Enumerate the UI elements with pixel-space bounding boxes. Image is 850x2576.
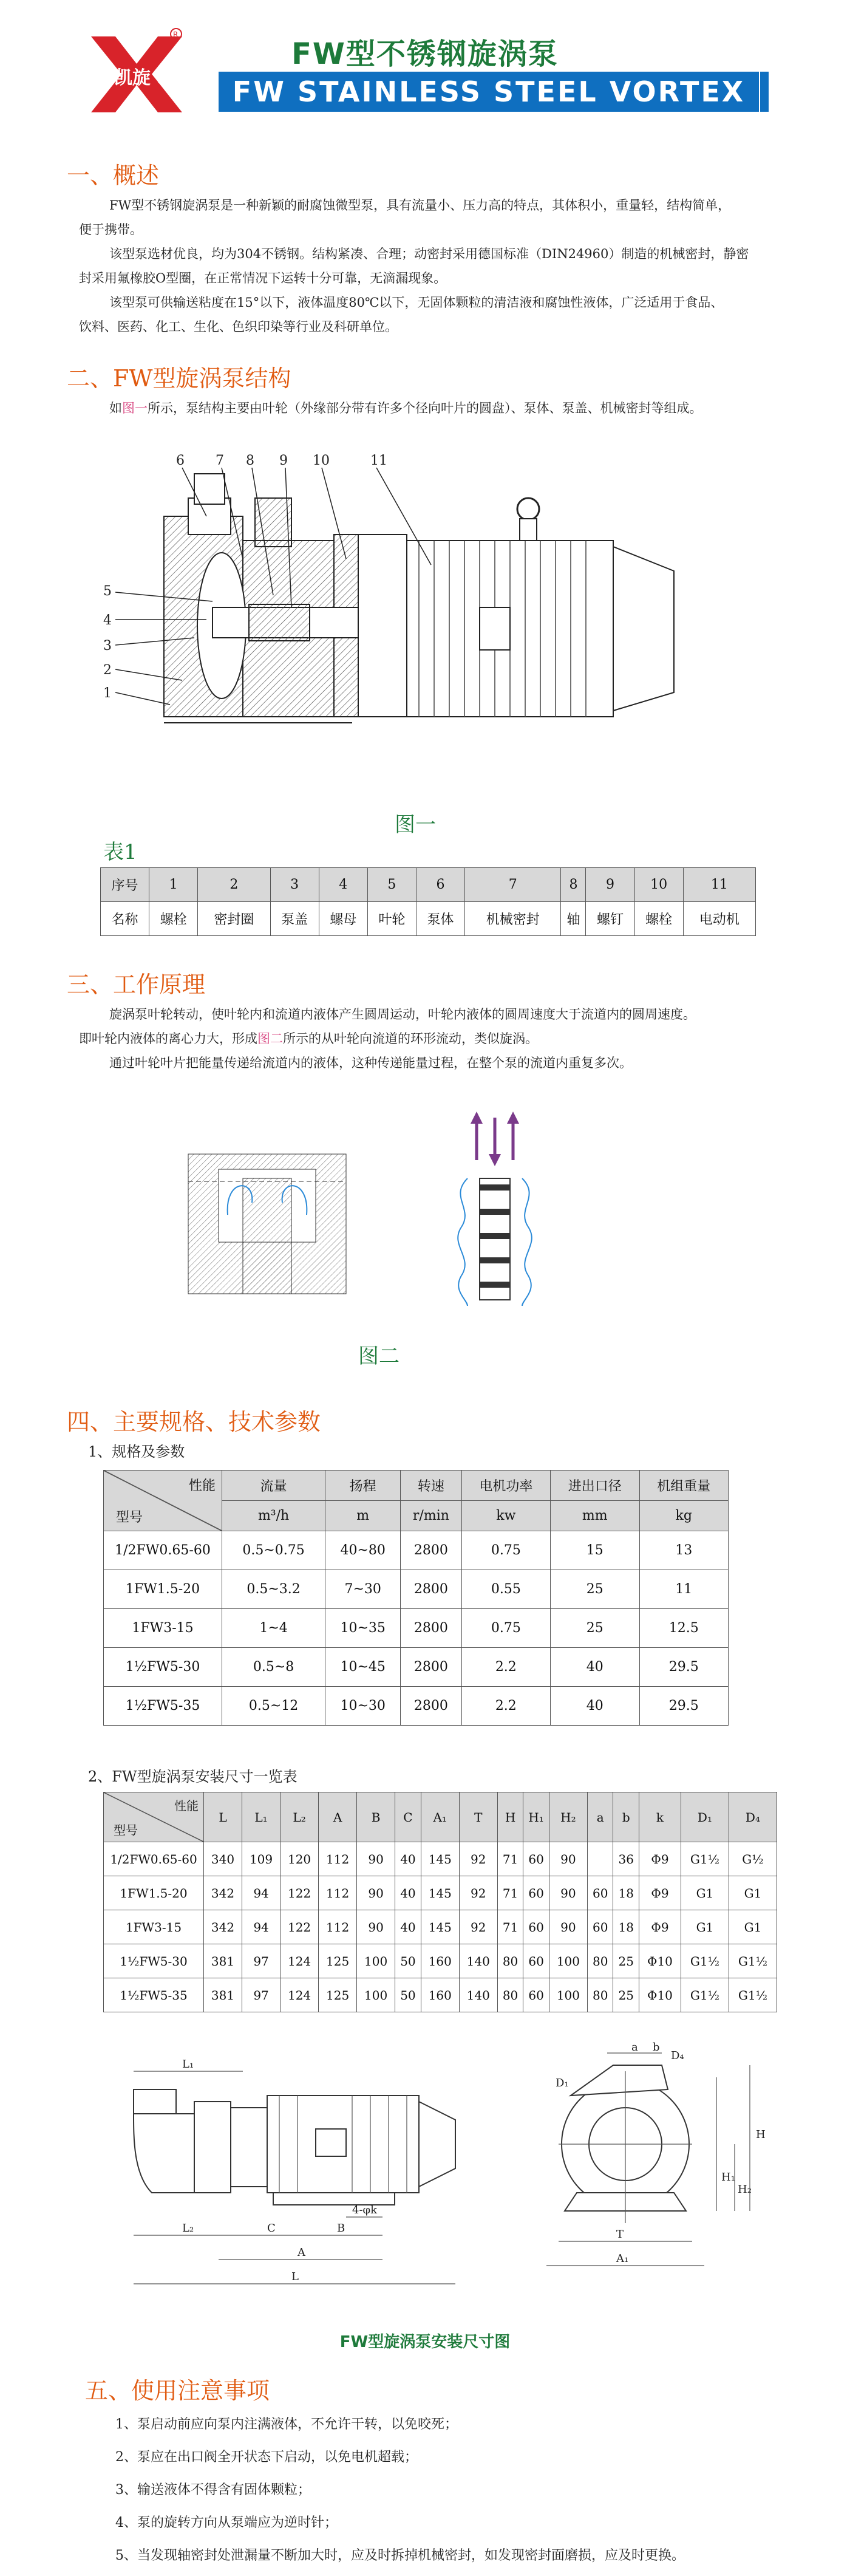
table-cell: 109 bbox=[242, 1842, 280, 1876]
table-cell: 90 bbox=[357, 1842, 395, 1876]
table-cell: 71 bbox=[497, 1910, 523, 1944]
table-cell: 160 bbox=[421, 1944, 459, 1978]
column-header: A₁ bbox=[421, 1792, 459, 1842]
table-cell: 10~30 bbox=[325, 1687, 401, 1726]
callout-4: 4 bbox=[103, 613, 112, 628]
parts-table-number-row bbox=[101, 868, 756, 902]
table-cell: 80 bbox=[587, 1978, 613, 2012]
table-cell: 0.5~3.2 bbox=[222, 1570, 325, 1609]
svg-text:S: S bbox=[157, 65, 172, 89]
table-cell: 92 bbox=[459, 1876, 497, 1910]
dimensions-table bbox=[103, 1792, 777, 2012]
structure-para bbox=[109, 396, 702, 420]
dimensions-table-body bbox=[104, 1842, 777, 2012]
table-cell: 叶轮 bbox=[367, 902, 416, 936]
table-cell: 92 bbox=[459, 1842, 497, 1876]
table-cell: 电动机 bbox=[683, 902, 755, 936]
table-cell: 11 bbox=[683, 868, 755, 902]
table-cell: 25 bbox=[613, 1978, 639, 2012]
corner-bottom-label: 型号 bbox=[114, 1823, 138, 1837]
table-cell: 1~4 bbox=[222, 1609, 325, 1648]
table-cell: 40 bbox=[395, 1842, 421, 1876]
table-cell: Φ9 bbox=[639, 1910, 681, 1944]
column-header: 扬程 bbox=[325, 1471, 401, 1501]
table-cell: 80 bbox=[587, 1944, 613, 1978]
corner-top-label: 性能 bbox=[188, 1478, 216, 1494]
table-cell: G1½ bbox=[681, 1842, 729, 1876]
callout-2: 2 bbox=[103, 663, 112, 678]
table-cell: 125 bbox=[319, 1978, 357, 2012]
table-cell: 13 bbox=[639, 1531, 729, 1570]
unit-cell: mm bbox=[551, 1501, 639, 1531]
table-cell: 90 bbox=[357, 1910, 395, 1944]
unit-cell: m bbox=[325, 1501, 401, 1531]
table-cell: G½ bbox=[729, 1842, 777, 1876]
note-item: 1、泵启动前应向泵内注满液体，不允许干转，以免咬死； bbox=[115, 2417, 458, 2432]
table-cell: 112 bbox=[319, 1910, 357, 1944]
table-cell: 29.5 bbox=[639, 1687, 729, 1726]
parts-table-name-row bbox=[101, 902, 756, 936]
table-cell: 145 bbox=[421, 1842, 459, 1876]
table-cell: 29.5 bbox=[639, 1648, 729, 1687]
dim-b-small: b bbox=[653, 2041, 660, 2054]
table-cell: 25 bbox=[551, 1570, 639, 1609]
figure-2-link: 图二 bbox=[257, 1031, 283, 1046]
section-structure-title: 二、FW型旋涡泵结构 bbox=[67, 365, 291, 392]
table-cell: 60 bbox=[523, 1944, 549, 1978]
overview-line-3b: 饮料、医药、化工、生化、色织印染等行业及科研单位。 bbox=[79, 319, 398, 334]
table-cell: 10~45 bbox=[325, 1648, 401, 1687]
table-cell: 2800 bbox=[401, 1609, 461, 1648]
dim-d1: D₁ bbox=[556, 2077, 569, 2089]
model-cell: 1FW1.5-20 bbox=[104, 1876, 204, 1910]
column-header: L₁ bbox=[242, 1792, 280, 1842]
column-header: 流量 bbox=[222, 1471, 325, 1501]
table-cell: Φ10 bbox=[639, 1944, 681, 1978]
table-cell: 2 bbox=[198, 868, 270, 902]
section-notes-title: 五、使用注意事项 bbox=[85, 2377, 270, 2404]
table-cell: 密封圈 bbox=[198, 902, 270, 936]
page-title-en: FW STAINLESS STEEL VORTEX PUMP bbox=[219, 72, 759, 112]
table-cell: G1½ bbox=[681, 1944, 729, 1978]
column-header: 进出口径 bbox=[551, 1471, 639, 1501]
column-header: A bbox=[319, 1792, 357, 1842]
specs-subtitle-2: 2、FW型旋涡泵安装尺寸一览表 bbox=[88, 1768, 298, 1785]
table-cell: 40 bbox=[551, 1687, 639, 1726]
table-cell: 3 bbox=[270, 868, 319, 902]
table-cell: 36 bbox=[613, 1842, 639, 1876]
table-cell: 100 bbox=[357, 1978, 395, 2012]
model-cell: 1½FW5-30 bbox=[104, 1648, 222, 1687]
dim-l2: L₂ bbox=[182, 2222, 194, 2235]
table-cell: 125 bbox=[319, 1944, 357, 1978]
table-cell: 10~35 bbox=[325, 1609, 401, 1648]
table-cell: 0.55 bbox=[461, 1570, 550, 1609]
table-cell: 122 bbox=[280, 1876, 319, 1910]
column-header: C bbox=[395, 1792, 421, 1842]
model-cell: 1½FW5-30 bbox=[104, 1944, 204, 1978]
callout-7: 7 bbox=[216, 453, 224, 468]
model-cell: 1FW3-15 bbox=[104, 1609, 222, 1648]
table-cell: Φ10 bbox=[639, 1978, 681, 2012]
table-cell: 100 bbox=[549, 1978, 587, 2012]
table-cell: 60 bbox=[523, 1978, 549, 2012]
table-row bbox=[104, 1876, 777, 1910]
unit-cell: r/min bbox=[401, 1501, 461, 1531]
table-cell: 2800 bbox=[401, 1687, 461, 1726]
table-cell: 2800 bbox=[401, 1531, 461, 1570]
callout-5: 5 bbox=[103, 584, 112, 599]
table-cell: 381 bbox=[204, 1978, 242, 2012]
principle-text-post: 所示的从叶轮向流道的环形流动，类似旋涡。 bbox=[283, 1031, 538, 1046]
table-cell: 0.75 bbox=[461, 1531, 550, 1570]
column-header: B bbox=[357, 1792, 395, 1842]
parts-row-head: 名称 bbox=[101, 902, 149, 936]
overview-line-3: 该型泵可供输送粘度在15°以下，液体温度80℃以下，无固体颗粒的清洁液和腐蚀性液体，广泛适用于食品、 bbox=[109, 295, 724, 310]
svg-text:R: R bbox=[173, 30, 178, 39]
table-cell: 71 bbox=[497, 1876, 523, 1910]
table-cell: 25 bbox=[613, 1944, 639, 1978]
parts-row-head: 序号 bbox=[101, 868, 149, 902]
dim-h2: H₂ bbox=[738, 2183, 752, 2196]
corner-bottom-label: 型号 bbox=[116, 1510, 143, 1525]
note-item: 2、泵应在出口阀全开状态下启动，以免电机超载； bbox=[115, 2450, 418, 2465]
performance-table-body bbox=[104, 1531, 729, 1726]
principle-line-3: 通过叶轮叶片把能量传递给流道内的液体，这种传递能量过程，在整个泵的流道内重复多次。 bbox=[109, 1056, 632, 1070]
table-cell: 60 bbox=[523, 1842, 549, 1876]
table-cell: 50 bbox=[395, 1944, 421, 1978]
page-title-cn: FW型不锈钢旋涡泵 bbox=[291, 37, 559, 71]
column-header: D₁ bbox=[681, 1792, 729, 1842]
model-cell: 1FW1.5-20 bbox=[104, 1570, 222, 1609]
table-cell: 轴 bbox=[561, 902, 586, 936]
table-cell: 7 bbox=[465, 868, 561, 902]
figure-1-drawing bbox=[91, 449, 771, 802]
dim-k: 4-φk bbox=[352, 2204, 378, 2216]
note-item: 4、泵的旋转方向从泵端应为逆时针； bbox=[115, 2515, 338, 2530]
dim-c: C bbox=[267, 2222, 276, 2235]
table-cell: 97 bbox=[242, 1944, 280, 1978]
table-cell: 12.5 bbox=[639, 1609, 729, 1648]
table-cell: 140 bbox=[459, 1978, 497, 2012]
table-cell: 泵盖 bbox=[270, 902, 319, 936]
table-cell: 5 bbox=[367, 868, 416, 902]
table-cell: 0.75 bbox=[461, 1609, 550, 1648]
column-header: D₄ bbox=[729, 1792, 777, 1842]
figure-1-link: 图一 bbox=[122, 401, 148, 415]
table-row bbox=[104, 1570, 729, 1609]
column-header: a bbox=[587, 1792, 613, 1842]
table-cell: 2.2 bbox=[461, 1687, 550, 1726]
table-cell: 92 bbox=[459, 1910, 497, 1944]
callout-1: 1 bbox=[103, 686, 112, 701]
dim-a1: A₁ bbox=[616, 2252, 629, 2265]
table-cell: 40 bbox=[395, 1910, 421, 1944]
dim-l1: L₁ bbox=[182, 2058, 194, 2071]
column-header: 电机功率 bbox=[461, 1471, 550, 1501]
table-cell: 0.5~8 bbox=[222, 1648, 325, 1687]
table-cell: G1½ bbox=[681, 1978, 729, 2012]
dim-h: H bbox=[756, 2128, 765, 2141]
model-cell: 1½FW5-35 bbox=[104, 1978, 204, 2012]
table-cell: 80 bbox=[497, 1944, 523, 1978]
table-1-label: 表1 bbox=[103, 840, 137, 864]
table-cell: Φ9 bbox=[639, 1842, 681, 1876]
figure-2-drawing bbox=[182, 1112, 607, 1324]
install-dimension-drawing bbox=[97, 2041, 765, 2314]
overview-line-2: 该型泵选材优良，均为304不锈钢。结构紧凑、合理；动密封采用德国标准（DIN24960）制造的机械密封，静密 bbox=[109, 247, 749, 261]
column-header: H₁ bbox=[523, 1792, 549, 1842]
unit-cell: kg bbox=[639, 1501, 729, 1531]
table-cell: 螺母 bbox=[319, 902, 367, 936]
column-header: T bbox=[459, 1792, 497, 1842]
column-header: 机组重量 bbox=[639, 1471, 729, 1501]
table-cell: 8 bbox=[561, 868, 586, 902]
model-cell: 1/2FW0.65-60 bbox=[104, 1531, 222, 1570]
table-cell: 120 bbox=[280, 1842, 319, 1876]
table-cell: 94 bbox=[242, 1910, 280, 1944]
table-cell: 1 bbox=[149, 868, 198, 902]
table-cell: 71 bbox=[497, 1842, 523, 1876]
column-header: H₂ bbox=[549, 1792, 587, 1842]
table-cell: 10 bbox=[634, 868, 683, 902]
table-row bbox=[104, 1910, 777, 1944]
table-cell: 2.2 bbox=[461, 1648, 550, 1687]
table-row bbox=[104, 1609, 729, 1648]
table-cell: 381 bbox=[204, 1944, 242, 1978]
table-cell: 40 bbox=[395, 1876, 421, 1910]
table-row bbox=[104, 1648, 729, 1687]
table-cell: G1 bbox=[681, 1876, 729, 1910]
dim-b: B bbox=[337, 2222, 345, 2235]
dim-t: T bbox=[616, 2228, 624, 2241]
table-cell bbox=[587, 1842, 613, 1876]
table-cell: 160 bbox=[421, 1978, 459, 2012]
table-corner bbox=[104, 1471, 222, 1531]
install-drawing-caption: FW型旋涡泵安装尺寸图 bbox=[339, 2333, 511, 2351]
callout-10: 10 bbox=[313, 453, 330, 468]
figure-1-caption: 图一 bbox=[395, 813, 436, 837]
table-cell: G1 bbox=[681, 1910, 729, 1944]
table-cell: 40 bbox=[551, 1648, 639, 1687]
table-cell: 0.5~0.75 bbox=[222, 1531, 325, 1570]
table-row bbox=[104, 1978, 777, 2012]
table-cell: 145 bbox=[421, 1876, 459, 1910]
dim-l: L bbox=[291, 2270, 299, 2283]
model-cell: 1/2FW0.65-60 bbox=[104, 1842, 204, 1876]
section-principle-title: 三、工作原理 bbox=[67, 971, 206, 998]
note-item: 5、当发现轴密封处泄漏量不断加大时，应及时拆掉机械密封，如发现密封面磨损，应及时更换。 bbox=[115, 2548, 685, 2563]
table-cell: 泵体 bbox=[416, 902, 464, 936]
table-cell: G1 bbox=[729, 1910, 777, 1944]
table-cell: 112 bbox=[319, 1842, 357, 1876]
table-row bbox=[104, 1687, 729, 1726]
section-specs-title: 四、主要规格、技术参数 bbox=[67, 1409, 321, 1435]
callout-6: 6 bbox=[176, 453, 185, 468]
table-cell: G1½ bbox=[729, 1978, 777, 2012]
table-cell: 90 bbox=[357, 1876, 395, 1910]
performance-table bbox=[103, 1470, 729, 1726]
table-cell: 15 bbox=[551, 1531, 639, 1570]
structure-text-post: 所示，泵结构主要由叶轮（外缘部分带有许多个径向叶片的圆盘）、泵体、泵盖、机械密封等组成。 bbox=[148, 401, 702, 415]
table-cell: 340 bbox=[204, 1842, 242, 1876]
column-header: k bbox=[639, 1792, 681, 1842]
table-cell: 机械密封 bbox=[465, 902, 561, 936]
callout-9: 9 bbox=[279, 453, 288, 468]
callout-11: 11 bbox=[370, 453, 387, 468]
table-cell: 124 bbox=[280, 1944, 319, 1978]
table-cell: 90 bbox=[549, 1910, 587, 1944]
overview-line-1: FW型不锈钢旋涡泵是一种新颖的耐腐蚀微型泵，具有流量小、压力高的特点，其体积小，重量轻，结构简单， bbox=[109, 198, 731, 213]
table-cell: 40~80 bbox=[325, 1531, 401, 1570]
figure-2-caption: 图二 bbox=[358, 1344, 399, 1368]
dim-a-small: a bbox=[631, 2041, 638, 2054]
table-row bbox=[104, 1944, 777, 1978]
table-cell: 螺栓 bbox=[149, 902, 198, 936]
overview-line-2b: 封采用氟橡胶O型圈，在正常情况下运转十分可靠，无滴漏现象。 bbox=[79, 271, 447, 285]
table-cell: G1 bbox=[729, 1876, 777, 1910]
callout-8: 8 bbox=[246, 453, 254, 468]
table-cell: 11 bbox=[639, 1570, 729, 1609]
table-cell: 60 bbox=[587, 1910, 613, 1944]
model-cell: 1FW3-15 bbox=[104, 1910, 204, 1944]
unit-cell: kw bbox=[461, 1501, 550, 1531]
table-cell: 80 bbox=[497, 1978, 523, 2012]
unit-cell: m³/h bbox=[222, 1501, 325, 1531]
table-cell: 0.5~12 bbox=[222, 1687, 325, 1726]
table-cell: 25 bbox=[551, 1609, 639, 1648]
table-cell: 100 bbox=[549, 1944, 587, 1978]
parts-table bbox=[100, 867, 756, 936]
table-cell: 18 bbox=[613, 1910, 639, 1944]
table-cell: 100 bbox=[357, 1944, 395, 1978]
principle-line-2 bbox=[79, 1027, 538, 1051]
table-cell: 9 bbox=[586, 868, 634, 902]
svg-text:凯旋: 凯旋 bbox=[114, 67, 151, 89]
table-cell: 112 bbox=[319, 1876, 357, 1910]
dim-a: A bbox=[298, 2246, 305, 2259]
table-cell: 60 bbox=[523, 1876, 549, 1910]
column-header: b bbox=[613, 1792, 639, 1842]
overview-para-1 bbox=[109, 193, 807, 217]
table-cell: 2800 bbox=[401, 1648, 461, 1687]
table-cell: 145 bbox=[421, 1910, 459, 1944]
table-cell: 7~30 bbox=[325, 1570, 401, 1609]
pump-section-svg bbox=[91, 449, 771, 802]
principle-text-pre: 即叶轮内液体的离心力大，形成 bbox=[79, 1031, 257, 1046]
dim-d4: D₄ bbox=[671, 2049, 684, 2062]
column-header: L₂ bbox=[280, 1792, 319, 1842]
table-cell: 124 bbox=[280, 1978, 319, 2012]
table-cell: 50 bbox=[395, 1978, 421, 2012]
column-header: H bbox=[497, 1792, 523, 1842]
table-cell: 2800 bbox=[401, 1570, 461, 1609]
table-cell: 122 bbox=[280, 1910, 319, 1944]
table-cell: 6 bbox=[416, 868, 464, 902]
corner-top-label: 性能 bbox=[174, 1799, 199, 1813]
table-row bbox=[104, 1531, 729, 1570]
table-cell: 60 bbox=[587, 1876, 613, 1910]
table-cell: Φ9 bbox=[639, 1876, 681, 1910]
table-cell: 94 bbox=[242, 1876, 280, 1910]
section-overview-title: 一、概述 bbox=[67, 162, 160, 189]
table-row bbox=[104, 1842, 777, 1876]
column-header: 转速 bbox=[401, 1471, 461, 1501]
table-cell: G1½ bbox=[729, 1944, 777, 1978]
table-cell: 90 bbox=[549, 1876, 587, 1910]
table-cell: 60 bbox=[523, 1910, 549, 1944]
overview-line-1b: 便于携带。 bbox=[79, 222, 143, 237]
table-cell: 342 bbox=[204, 1910, 242, 1944]
notes-list bbox=[115, 2408, 685, 2572]
table-corner bbox=[104, 1792, 204, 1842]
structure-text-pre: 如 bbox=[109, 401, 122, 415]
table-cell: 螺钉 bbox=[586, 902, 634, 936]
title-accent-bar bbox=[760, 72, 769, 112]
callout-3: 3 bbox=[103, 638, 112, 654]
table-cell: 螺栓 bbox=[634, 902, 683, 936]
table-cell: 90 bbox=[549, 1842, 587, 1876]
table-cell: 140 bbox=[459, 1944, 497, 1978]
note-item: 3、输送液体不得含有固体颗粒； bbox=[115, 2482, 311, 2498]
table-cell: 4 bbox=[319, 868, 367, 902]
column-header: L bbox=[204, 1792, 242, 1842]
table-cell: 18 bbox=[613, 1876, 639, 1910]
table-cell: 342 bbox=[204, 1876, 242, 1910]
table-cell: 97 bbox=[242, 1978, 280, 2012]
dim-h1: H₁ bbox=[721, 2171, 735, 2184]
principle-line-1: 旋涡泵叶轮转动，使叶轮内和流道内液体产生圆周运动，叶轮内液体的圆周速度大于流道内的圆周速度。 bbox=[109, 1007, 696, 1022]
model-cell: 1½FW5-35 bbox=[104, 1687, 222, 1726]
specs-subtitle-1: 1、规格及参数 bbox=[88, 1443, 185, 1460]
